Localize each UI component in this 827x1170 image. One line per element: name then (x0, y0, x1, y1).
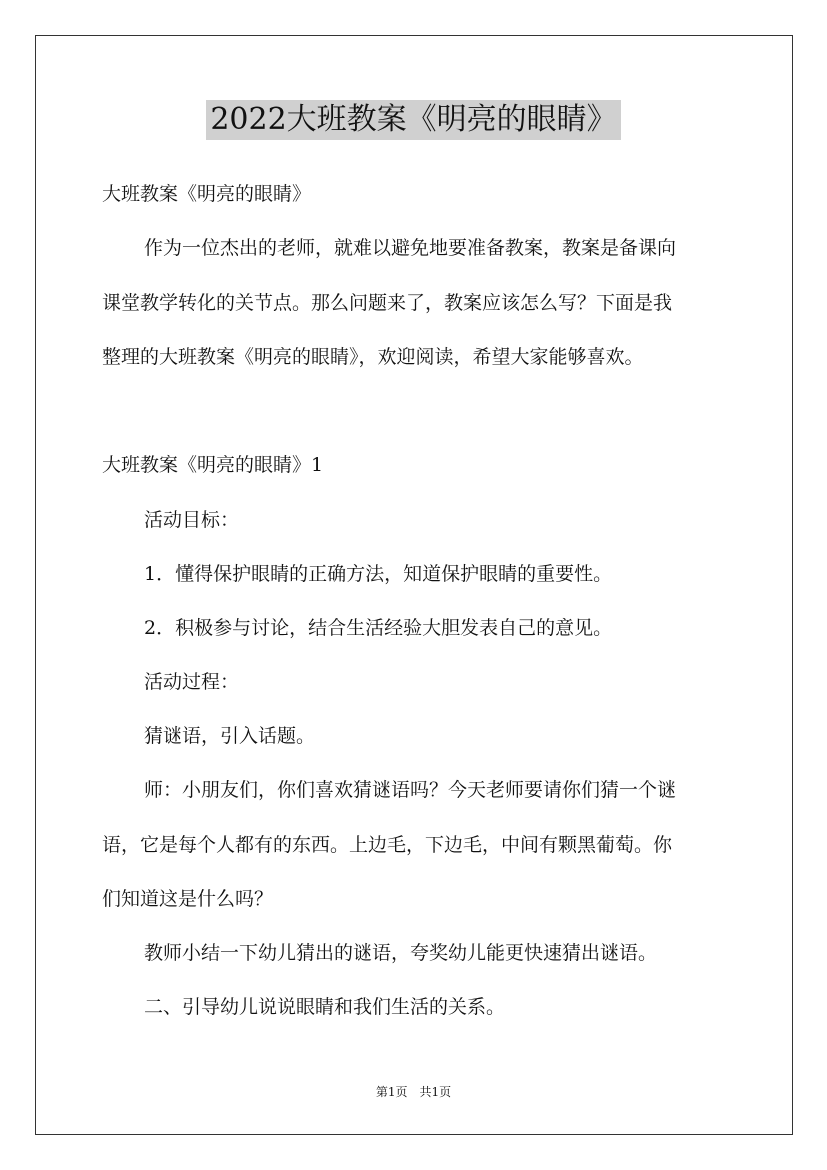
section-heading: 大班教案《明亮的眼睛》 (102, 183, 312, 205)
objective-1: 1．懂得保护眼睛的正确方法，知道保护眼睛的重要性。 (144, 563, 613, 585)
process-step-1: 猜谜语，引入话题。 (144, 725, 316, 747)
intro-line-2: 课堂教学转化的关节点。那么问题来了，教案应该怎么写？下面是我 (102, 292, 673, 314)
document-title: 2022大班教案《明亮的眼睛》 (206, 100, 620, 140)
intro-line-3: 整理的大班教案《明亮的眼睛》，欢迎阅读，希望大家能够喜欢。 (102, 346, 644, 368)
process-step-2: 二、引导幼儿说说眼睛和我们生活的关系。 (144, 996, 506, 1018)
title-container (0, 100, 827, 140)
teacher-line-3: 们知道这是什么吗？ (102, 888, 274, 910)
process-heading: 活动过程： (144, 671, 240, 693)
objective-2: 2．积极参与讨论，结合生活经验大胆发表自己的意见。 (144, 617, 613, 639)
summary-line: 教师小结一下幼儿猜出的谜语，夸奖幼儿能更快速猜出谜语。 (144, 942, 658, 964)
section-heading-1: 大班教案《明亮的眼睛》1 (102, 454, 324, 476)
teacher-line-2: 语，它是每个人都有的东西。上边毛，下边毛，中间有颗黑葡萄。你 (102, 834, 673, 856)
teacher-line-1: 师：小朋友们，你们喜欢猜谜语吗？今天老师要请你们猜一个谜 (144, 779, 677, 801)
intro-line-1: 作为一位杰出的老师，就难以避免地要准备教案，教案是备课向 (144, 237, 677, 259)
page-footer: 第1页 共1页 (375, 1085, 452, 1099)
objectives-heading: 活动目标： (144, 509, 240, 531)
